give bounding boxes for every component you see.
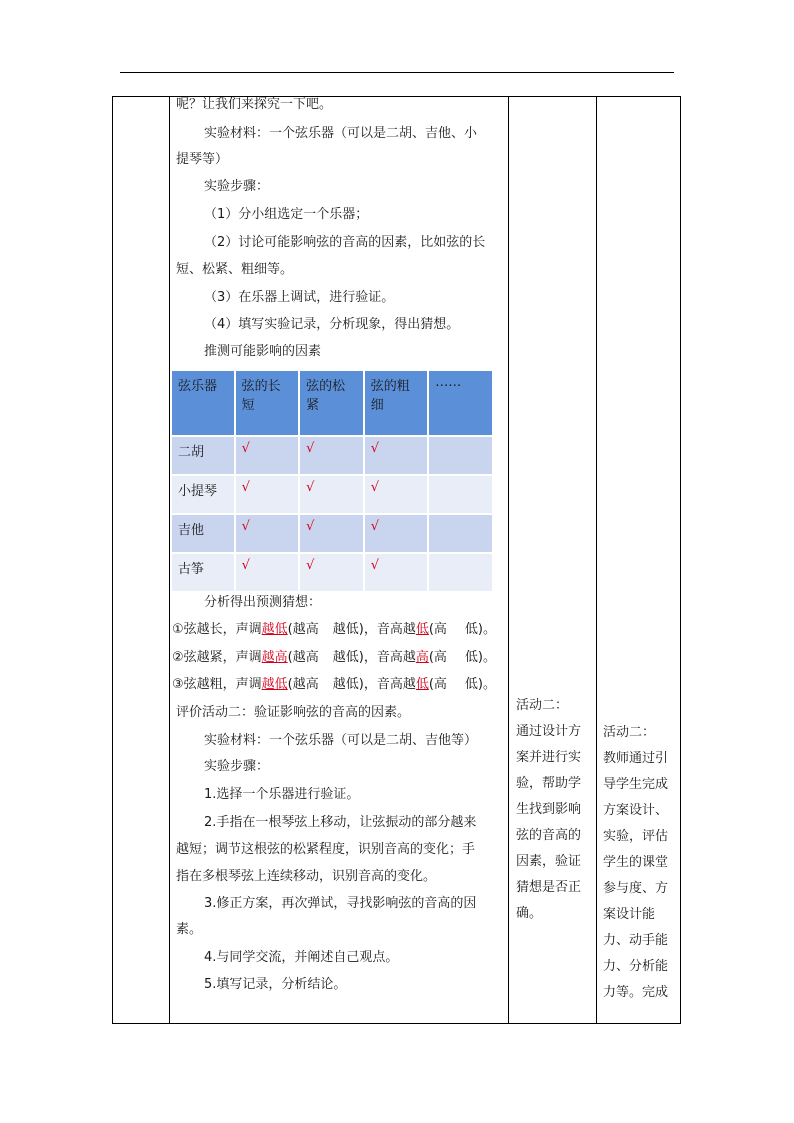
text-line: 2.手指在一根琴弦上移动，让弦振动的部分越来 bbox=[204, 815, 477, 830]
guess-line-3: ③弦越粗，声调越低(越高 越低)，音高越低(高 低)。 bbox=[172, 677, 496, 692]
text-line: （2）讨论可能影响弦的音高的因素，比如弦的长 bbox=[204, 235, 486, 250]
text-line: 实验步骤： bbox=[204, 179, 270, 194]
text-line: 4.与同学交流，并阐述自己观点。 bbox=[204, 950, 399, 965]
text-line: 通过设计方 bbox=[516, 724, 582, 739]
guess-line-2: ②弦越紧，声调越高(越高 越低)，音高越高(高 低)。 bbox=[172, 650, 496, 665]
text-line: 实验材料：一个弦乐器（可以是二胡、吉他、小 bbox=[204, 126, 478, 141]
table-cell bbox=[429, 437, 492, 474]
text-line: 实验步骤： bbox=[204, 759, 270, 774]
text-line: 导学生完成 bbox=[603, 777, 669, 792]
factors-table bbox=[170, 369, 494, 593]
text-line: 确。 bbox=[516, 906, 543, 921]
text-line: 提琴等） bbox=[176, 152, 229, 167]
text-line: 素。 bbox=[176, 922, 203, 937]
text-line: 活动二： bbox=[516, 698, 569, 713]
table-cell bbox=[429, 515, 492, 552]
text-line: 短、松紧、粗细等。 bbox=[176, 262, 294, 277]
text-line: 5.填写记录，分析结论。 bbox=[204, 977, 347, 992]
text-line: 案设计能 bbox=[603, 907, 656, 922]
text-line: 呢？让我们来探究一下吧。 bbox=[176, 97, 333, 112]
table-cell: √ bbox=[300, 515, 363, 552]
text-line: 力等。完成 bbox=[603, 985, 669, 1000]
table-cell: 古筝 bbox=[172, 554, 234, 591]
table-cell: 小提琴 bbox=[172, 476, 234, 513]
text-line: 评价活动二：验证影响弦的音高的因素。 bbox=[176, 705, 411, 720]
column-divider-3 bbox=[596, 96, 597, 1024]
text-line: （3）在乐器上调试，进行验证。 bbox=[204, 290, 395, 305]
text-line: 验，帮助学 bbox=[516, 776, 582, 791]
text-line: 力、分析能 bbox=[603, 959, 669, 974]
table-cell: √ bbox=[365, 476, 428, 513]
table-row bbox=[172, 437, 492, 474]
table-cell: √ bbox=[236, 476, 299, 513]
text-line: 实验材料：一个弦乐器（可以是二胡、吉他等） bbox=[204, 733, 478, 748]
text-line: 参与度、方 bbox=[603, 881, 669, 896]
text-line: 1.选择一个乐器进行验证。 bbox=[204, 787, 360, 802]
text-line: 弦的音高的 bbox=[516, 828, 582, 843]
text-line: 力、动手能 bbox=[603, 933, 669, 948]
text-line: 方案设计、 bbox=[603, 803, 669, 818]
text-line: 实验，评估 bbox=[603, 829, 669, 844]
table-row bbox=[172, 476, 492, 513]
text-line: （4）填写实验记录，分析现象，得出猜想。 bbox=[204, 317, 460, 332]
table-header-row bbox=[172, 371, 492, 435]
activity-design-column bbox=[516, 693, 581, 927]
table-row bbox=[172, 554, 492, 591]
text-line: 活动二： bbox=[603, 725, 656, 740]
evaluation-column bbox=[603, 720, 668, 1006]
table-cell: √ bbox=[236, 437, 299, 474]
table-header-cell: 弦乐器 bbox=[172, 371, 234, 435]
table-cell: √ bbox=[236, 515, 299, 552]
text-line: 教师通过引 bbox=[603, 751, 669, 766]
text-line: 猜想是否正 bbox=[516, 880, 582, 895]
table-cell: 二胡 bbox=[172, 437, 234, 474]
header-rule bbox=[120, 72, 674, 73]
text-line: 越短；调节这根弦的松紧程度，识别音高的变化；手 bbox=[176, 842, 476, 857]
table-cell: √ bbox=[300, 476, 363, 513]
table-cell: √ bbox=[365, 437, 428, 474]
table-cell: √ bbox=[300, 554, 363, 591]
table-row bbox=[172, 515, 492, 552]
table-cell: √ bbox=[236, 554, 299, 591]
table-header-cell: …… bbox=[429, 371, 492, 435]
text-line: 因素，验证 bbox=[516, 854, 582, 869]
table-cell bbox=[429, 476, 492, 513]
table-header-cell: 弦的松 紧 bbox=[300, 371, 363, 435]
table-cell bbox=[429, 554, 492, 591]
text-line: 生找到影响 bbox=[516, 802, 582, 817]
guess-line-1: ①弦越长，声调越低(越高 越低)，音高越低(高 低)。 bbox=[172, 622, 496, 637]
table-cell: √ bbox=[365, 554, 428, 591]
text-line: 3.修正方案，再次弹试，寻找影响弦的音高的因 bbox=[204, 896, 477, 911]
column-divider-2 bbox=[508, 96, 509, 1024]
text-line: （1）分小组选定一个乐器； bbox=[204, 207, 369, 222]
text-line: 学生的课堂 bbox=[603, 855, 669, 870]
text-line: 指在多根琴弦上连续移动，识别音高的变化。 bbox=[176, 869, 437, 884]
table-cell: √ bbox=[300, 437, 363, 474]
table-cell: √ bbox=[365, 515, 428, 552]
text-line: 案并进行实 bbox=[516, 750, 582, 765]
table-header-cell: 弦的长 短 bbox=[236, 371, 299, 435]
text-line: 分析得出预测猜想： bbox=[204, 595, 322, 610]
table-cell: 吉他 bbox=[172, 515, 234, 552]
table-header-cell: 弦的粗 细 bbox=[365, 371, 428, 435]
text-line: 推测可能影响的因素 bbox=[204, 344, 322, 359]
